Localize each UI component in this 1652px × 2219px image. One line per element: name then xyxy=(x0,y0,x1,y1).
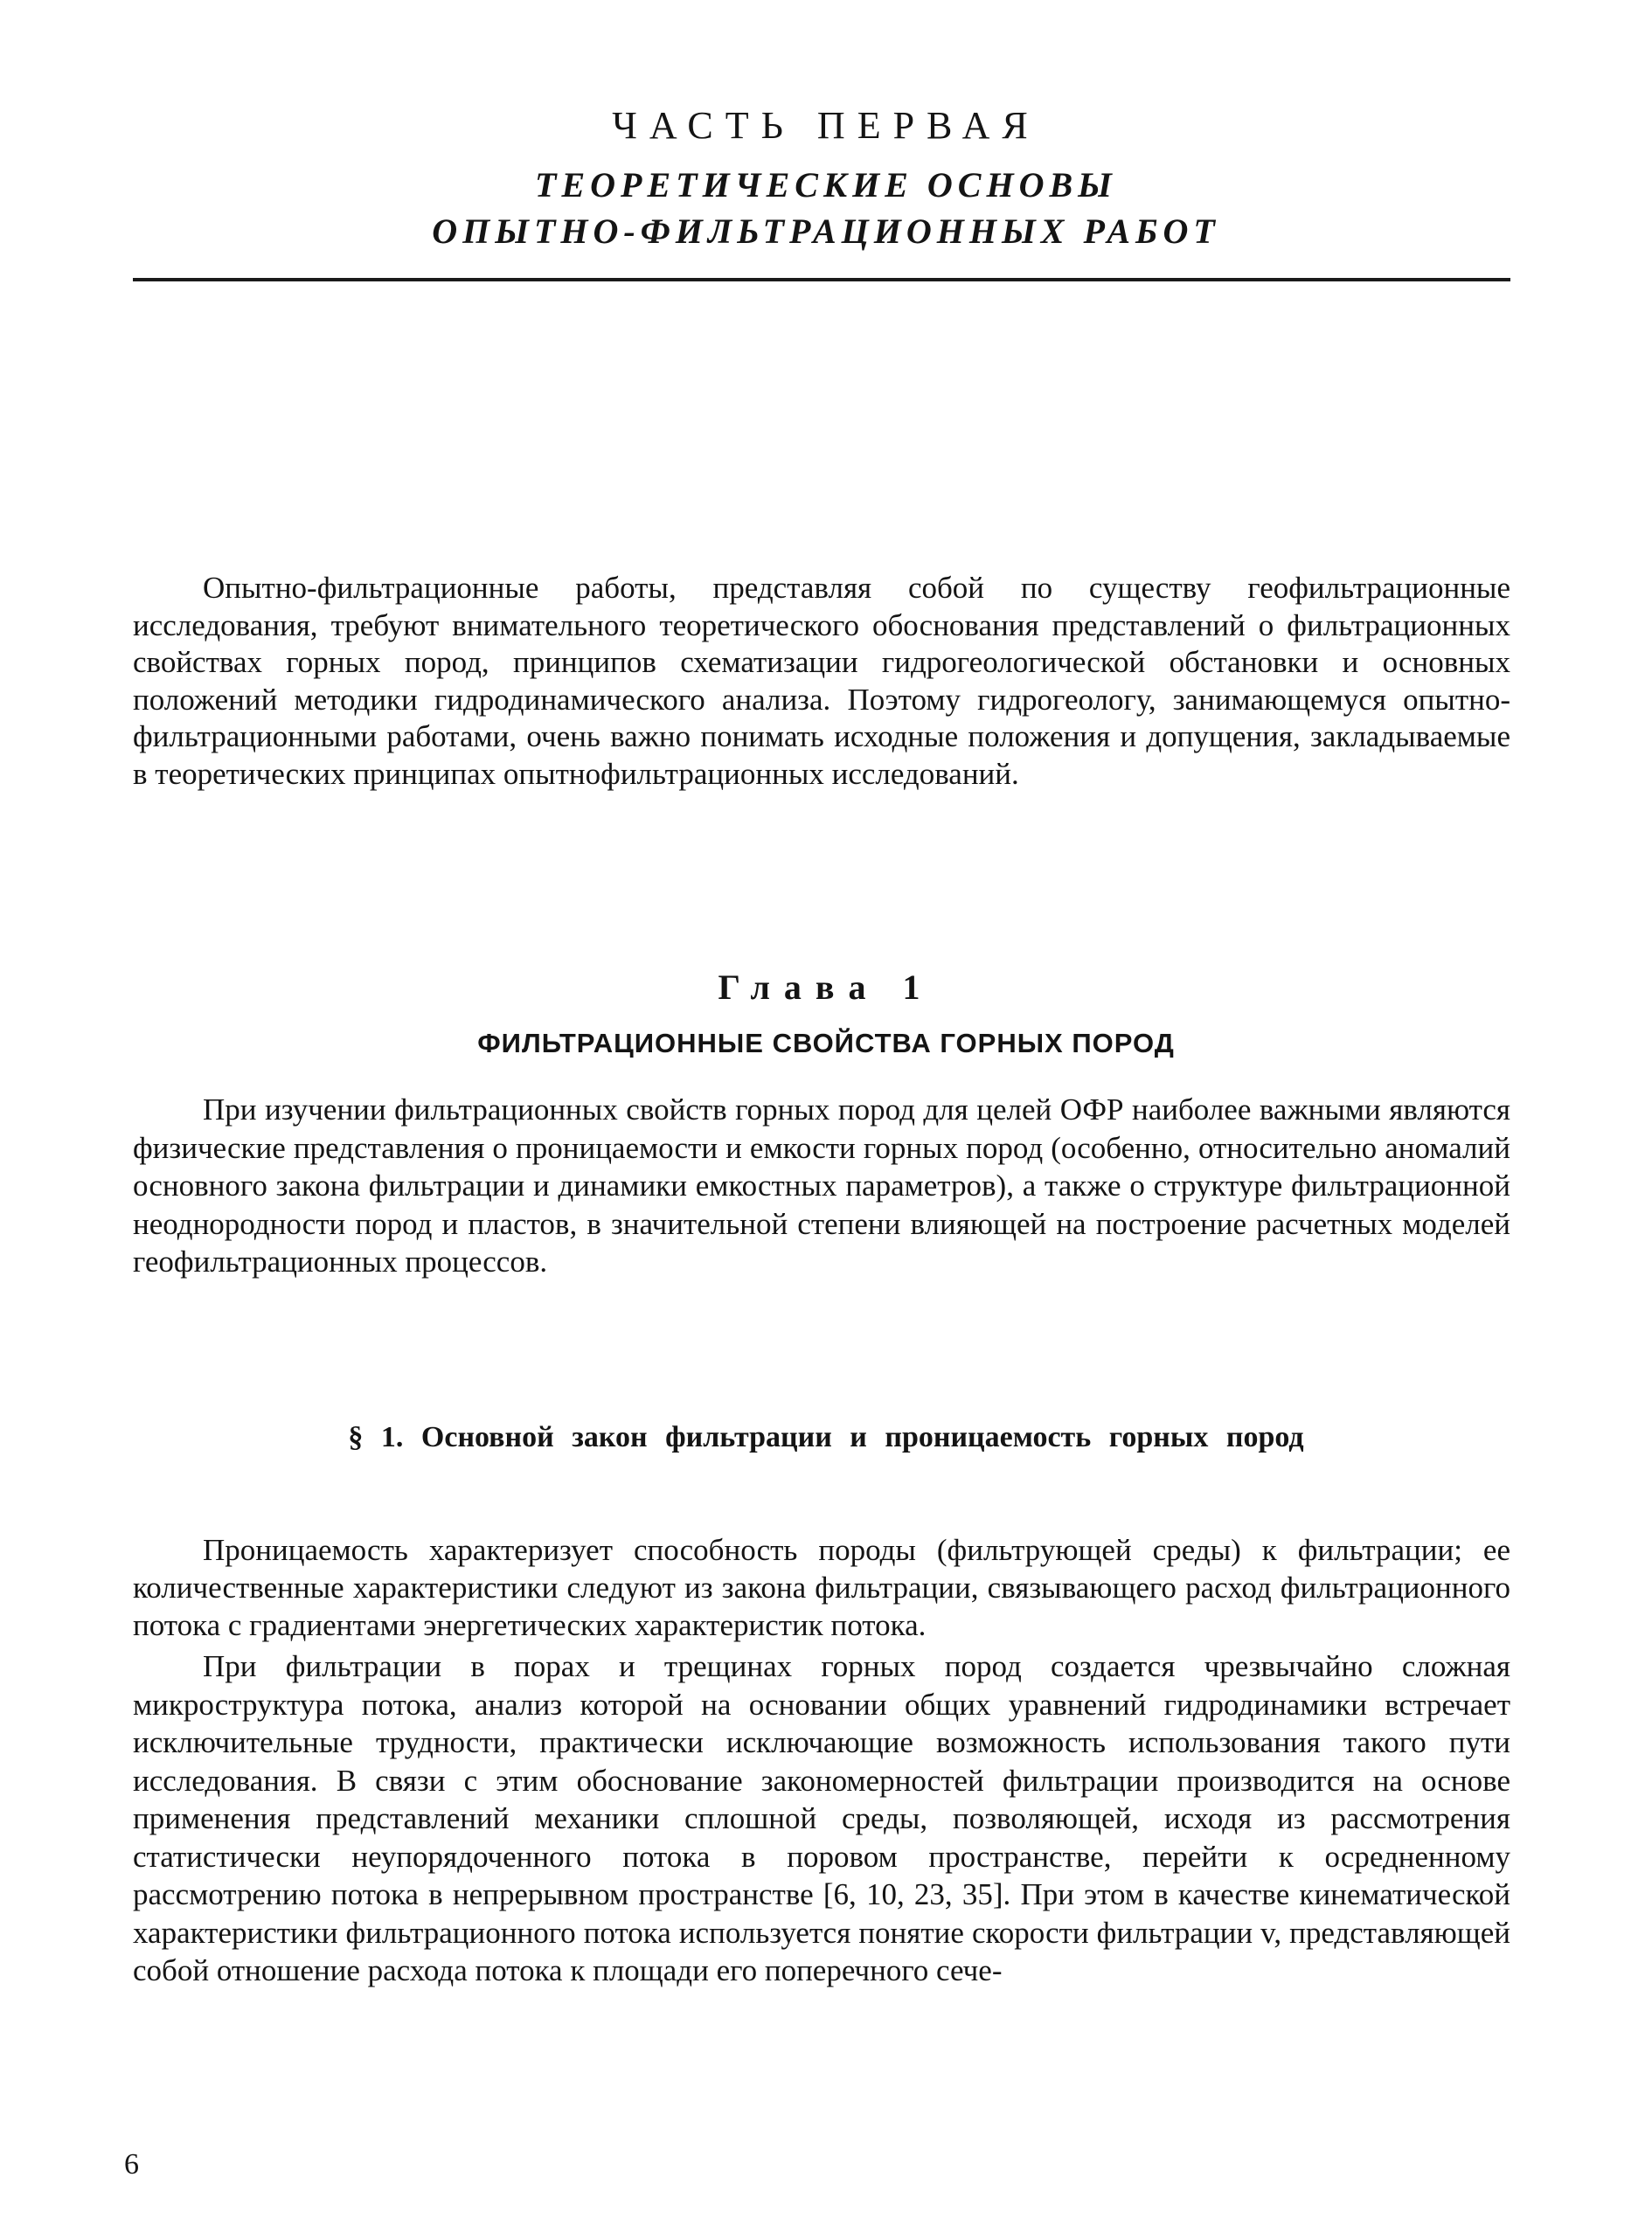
page-number: 6 xyxy=(124,2148,139,2181)
part-label: ЧАСТЬ ПЕРВАЯ xyxy=(612,104,1040,147)
chapter-label: Глава 1 xyxy=(718,967,934,1007)
chapter-intro-paragraph: При изучении фильтрационных свойств горных пород для целей ОФР наиболее важными являются физические представления о проницаемости и емкости горных пород (особенно, относительно аномалий основного закона фильтрации и динамики емкостных параметров), а также о структуре фильтрационной неоднородности пород и пластов, в значительной степени влияющей на построение расчетных моделей геофильтрационных процессов. xyxy=(133,1092,1510,1279)
header-divider xyxy=(133,278,1510,281)
intro-paragraph: Опытно-фильтрационные работы, представляя собой по существу геофильтрационные исследования, требуют внимательного теоретического обоснования представлений о фильтрационных свойствах горных пород, принципов схематизации гидрогеологической обстановки и основных положений методики гидродинамического анализа. Поэтому гидрогеологу, занимающемуся опытно-фильтрационными работами, очень важно понимать исходные положения и допущения, закладываемые в теоретических принципах опытнофильтрационных исследований. xyxy=(133,571,1510,791)
section-paragraph-1: Проницаемость характеризует способность породы (фильтрующей среды) к фильтрации; ее количественные характеристики следуют из закона фильтрации, связывающего расход фильтрационного потока с градиентами энергетических характеристик потока. xyxy=(133,1533,1510,1642)
part-title-line2: ОПЫТНО-ФИЛЬТРАЦИОННЫХ РАБОТ xyxy=(432,211,1220,251)
section-title: § 1. Основной закон фильтрации и проницаемость горных пород xyxy=(348,1421,1304,1453)
chapter-title: ФИЛЬТРАЦИОННЫЕ СВОЙСТВА ГОРНЫХ ПОРОД xyxy=(477,1028,1175,1058)
section-paragraph-2: При фильтрации в порах и трещинах горных пород создается чрезвычайно сложная микроструктура потока, анализ которой на основании общих уравнений гидродинамики встречает исключительные трудности, практически исключающие возможность использования такого пути исследования. В связи с этим обоснование закономерностей фильтрации производится на основе применения представлений механики сплошной среды, позволяющей, исходя из рассмотрения статистически неупорядоченного потока в поровом пространстве, перейти к осредненному рассмотрению потока в непрерывном пространстве [6, 10, 23, 35]. При этом в качестве кинематической характеристики фильтрационного потока используется понятие скорости фильтрации v, представляющей собой отношение расхода потока к площади его поперечного сече- xyxy=(133,1649,1510,1987)
part-title-line1: ТЕОРЕТИЧЕСКИЕ ОСНОВЫ xyxy=(535,165,1117,205)
